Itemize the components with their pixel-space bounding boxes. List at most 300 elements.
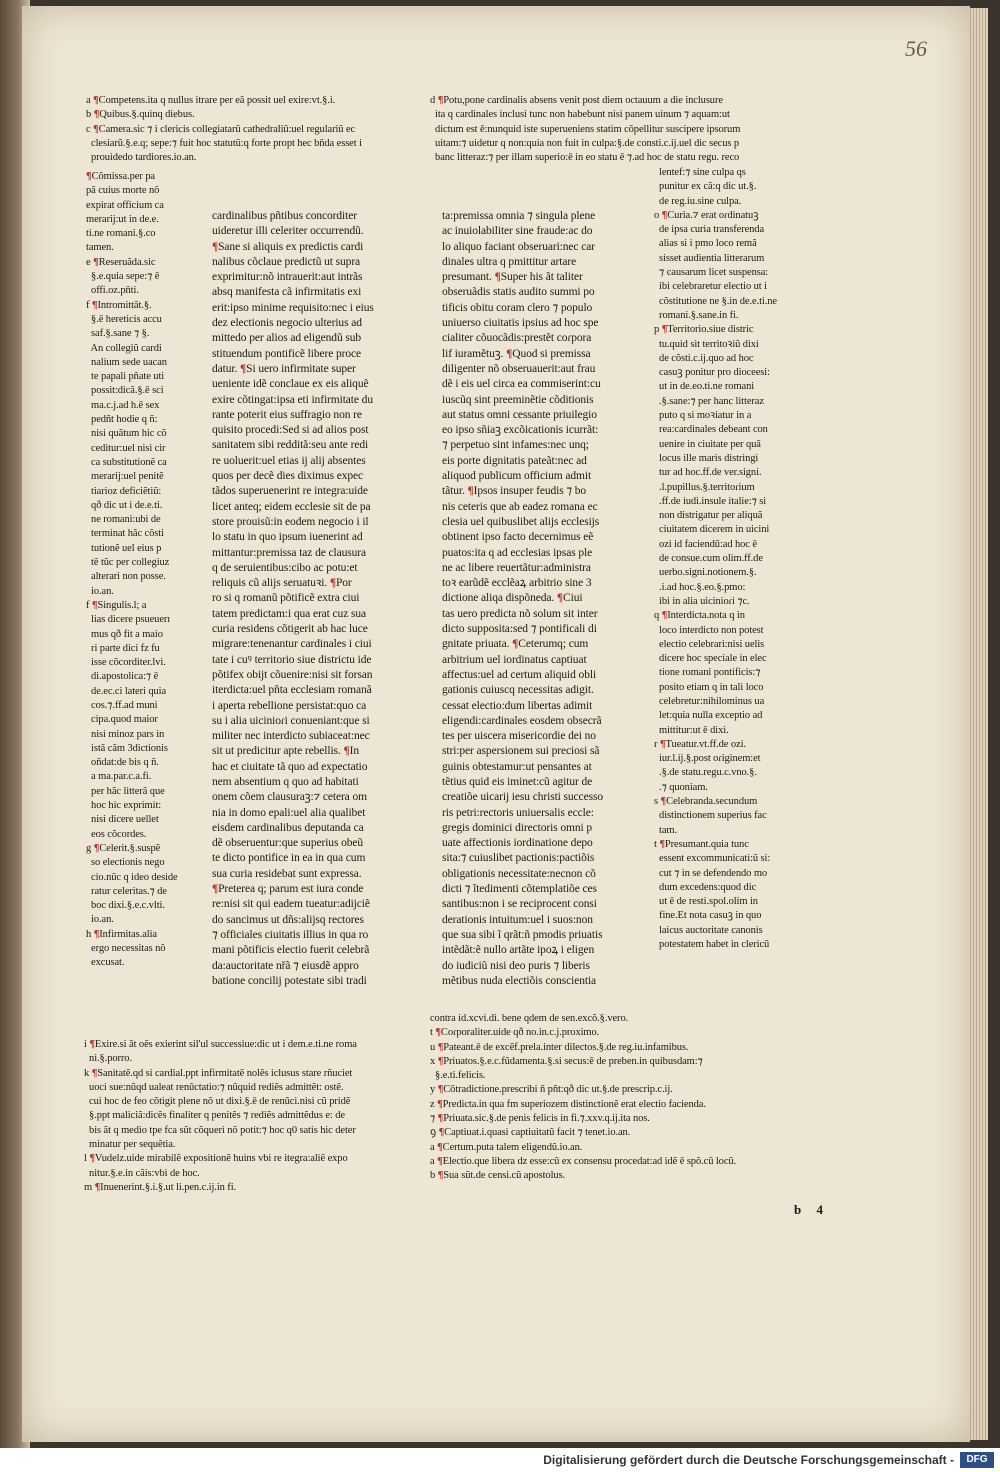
text-line: §.ē hereticis accu: [86, 313, 162, 325]
text-line: nis ceteris que ab eadez romana ec: [442, 500, 598, 513]
text-line: de cõsti.c.ij.quo ad hoc: [654, 352, 754, 364]
paragraph-mark-icon: ¶: [661, 209, 668, 221]
text-line: y ¶Cõtradictione.prescribi ñ pñt:qð dic ut.§.de prescrip.c.ij.: [430, 1084, 673, 1096]
text-line: io.an.: [86, 914, 114, 926]
text-line: loco interdicto non potest: [654, 624, 764, 636]
paragraph-mark-icon: ¶: [512, 638, 519, 651]
text-line: affectus:uel ad certum aliquid obli: [442, 668, 597, 681]
text-line: s ¶Celebranda.secundum: [654, 796, 758, 808]
text-line: ni.§.porro.: [84, 1053, 132, 1065]
text-line: contra id.xcvi.di. bene qdem de sen.excõ.§.vero.: [430, 1013, 629, 1024]
text-line: §.e.quia sepe:⁊ ē: [86, 271, 160, 283]
gloss-bottom-left: [84, 1038, 444, 1195]
text-line: offi.oz.pñti.: [86, 285, 139, 297]
text-line: su i alia uicinioɾi conueniant:que si: [212, 714, 370, 727]
paragraph-mark-icon: ¶: [437, 1084, 444, 1096]
text-line: ⁊ perpetuo sint infames:nec unq;: [442, 439, 589, 452]
text-line: expirat officium ca: [86, 199, 164, 211]
paragraph-mark-icon: ¶: [93, 109, 100, 121]
text-line: t ¶Presumant.quia tunc: [654, 838, 749, 850]
text-line: exire cõtingat:ipsa eti infirmitate du: [212, 393, 373, 406]
text-line: per hãc litterã que: [86, 785, 165, 797]
text-line: ris petri:rectoris uniuersalis eccle:: [442, 806, 594, 819]
paragraph-mark-icon: ¶: [343, 745, 350, 758]
text-line: nisi dicere uellet: [86, 814, 159, 826]
paragraph-mark-icon: ¶: [89, 1153, 95, 1165]
text-line: ueniente idẽ conclaue ex eis aliquẽ: [212, 378, 369, 391]
text-line: merarij:uel penitẽ: [86, 471, 164, 483]
paragraph-mark-icon: ¶: [437, 1113, 444, 1125]
paragraph-mark-icon: ¶: [437, 1155, 443, 1167]
paragraph-mark-icon: ¶: [212, 883, 219, 896]
text-line: tificis obitu coram clero ⁊ populo: [442, 301, 593, 314]
text-line: tẽ tũc per collegiuz: [86, 557, 170, 569]
text-line: cipa.quod maior: [86, 714, 158, 726]
text-line: essent excommunicati:ũ si:: [654, 853, 771, 865]
text-line: possit:dicã.§.ē sci: [86, 385, 164, 397]
text-line: .⁊ quoniam.: [654, 781, 708, 793]
paragraph-mark-icon: ¶: [467, 485, 474, 498]
text-line: nalibus cõclaue predictũ ut supra: [212, 255, 361, 268]
text-line: reliquis cũ alijs seruatuꝛi. ¶Por: [212, 577, 352, 590]
text-line: ꝯ ¶Captiuat.i.quasi captiuitatũ facit ⁊ tenet.io.an.: [430, 1127, 631, 1139]
text-line: iterdicta:uel pñta ecclesiam romanã: [212, 684, 372, 697]
paragraph-mark-icon: ¶: [91, 299, 98, 311]
text-line: posito etiam q in tali loco: [654, 681, 764, 693]
text-line: uerbo.signi.notionem.§.: [654, 567, 757, 579]
text-line: .i.ad hoc.§.eo.§.pmo:: [654, 581, 746, 593]
text-line: uitam:⁊ uidetur q non:quia non fuit in culpa:§.de consti.c.ij.uel dic secus p: [430, 137, 740, 149]
text-line: alterari non posse.: [86, 571, 166, 583]
text-line: absq manifesta cã infirmitatis exi: [212, 286, 362, 299]
text-line: mittantur:premissa taz de clausura: [212, 546, 367, 559]
text-line: pã cuius morte nõ: [86, 185, 160, 197]
text-line: d ¶Potu,pone cardinalis absens venit post diem octauum a die inclusure: [430, 95, 723, 106]
text-line: de ipsa curia transferenda: [654, 224, 765, 236]
text-line: do sancimus ut dñs:alijsq rectores: [212, 913, 364, 926]
text-line: dictum est ē:nunquid iste superueniens statim cõpellitur suscipere ipsorum: [430, 123, 741, 135]
text-line: tas uero predicta nõ solum sit inter: [442, 607, 598, 620]
text-line: arbitrium uel iordinatus captiuat: [442, 653, 587, 666]
text-line: ¶Preterea q; parum est iura conde: [212, 883, 364, 896]
text-line: nia in domo epali:uel alia qualibet: [212, 806, 366, 819]
text-line: stri:per aspersionem sui preciosi sã: [442, 745, 600, 758]
paragraph-mark-icon: ¶: [437, 1170, 444, 1182]
text-line: iuscũq sint preeminẽtie cõditionis: [442, 393, 594, 406]
text-line: b ¶Sua sũt.de censi.cũ apostolus.: [430, 1170, 566, 1182]
text-line: de.ec.ci lateri quia: [86, 685, 167, 697]
text-line: uideretur illi celeriter occurrendũ.: [212, 225, 364, 238]
gloss-left-column: [86, 170, 206, 971]
paragraph-mark-icon: ¶: [659, 838, 665, 850]
text-line: bis ãt q medio tpe fca sũt cõqueri nõ potit:⁊ hoc q0 satis hic deter: [84, 1124, 356, 1136]
paragraph-mark-icon: ¶: [661, 324, 668, 336]
text-line: curia residens cõtigerit ab hac luce: [212, 623, 368, 636]
text-line: datur. ¶Si uero infirmitate super: [212, 362, 356, 375]
text-line: o ¶Curia.⁊ erat oɾdinatuꝫ: [654, 209, 759, 221]
text-line: militer nec interdicto subiaceat:nec: [212, 730, 370, 743]
text-line: gationis cuiuscq necessitas adigit.: [442, 684, 594, 697]
folio-number: 56: [905, 36, 927, 61]
text-line: ma.c.j.ad h.ē sex: [86, 399, 160, 411]
text-line: nem absentium q quo ad habitati: [212, 775, 359, 788]
text-line: dẽ obseruentur:que superius obeũ: [212, 837, 364, 850]
text-line: romani.§.sane.in fi.: [654, 309, 739, 321]
text-line: §.ppt maliciã:dicẽs finaliter q penitẽs ⁊ rediẽs admittẽdus e: de: [84, 1110, 345, 1122]
text-line: istã cãm 3dictionis: [86, 742, 168, 754]
text-line: uoci sue:nũqd ualeat renũctatio:⁊ nũquid rediẽs admittẽt: ostẽ.: [84, 1081, 344, 1093]
text-line: eis porte dignitatis pateãt:nec ad: [442, 454, 587, 467]
text-line: toꝛ earũdẽ ecclẽaꝝ arbitrio sine 3: [442, 577, 592, 590]
text-line: i ¶Exire.si ãt oẽs exierint sil'ul successiue:dic ut i dem.e.ti.ne roma: [84, 1039, 357, 1050]
text-line: ta:premissa omnia ⁊ singula plene: [442, 210, 596, 222]
text-line: minatur per sequẽtia.: [84, 1139, 176, 1151]
text-line: intẽdãt:ẽ nullo artãte ipoꝝ i eligen: [442, 944, 595, 957]
paragraph-mark-icon: ¶: [329, 577, 336, 590]
text-line: ne ac libere reuertãtur:administra: [442, 561, 591, 574]
text-line: ozi id faciendũ:ad hoc ē: [654, 538, 757, 550]
text-line: eo ipso sñiaꝫ excõicationis icurrãt:: [442, 424, 599, 437]
text-line: non distrigatur per aliquã: [654, 510, 763, 522]
text-line: ca substitutionẽ ca: [86, 456, 167, 468]
text-line: lo statu in quo ipsum iuenerint ad: [212, 531, 363, 544]
text-line: .§.de statu.regu.c.vno.§.: [654, 767, 757, 779]
paragraph-mark-icon: ¶: [240, 362, 247, 375]
main-text-column-left: [212, 209, 422, 989]
footer-bar: [0, 1448, 1000, 1472]
text-line: t ¶Coɾporaliter.uide qð no.in.c.j.proximo.: [430, 1027, 600, 1039]
text-line: gregis dominici directoris omni p: [442, 821, 593, 834]
text-line: ¶Cõmissa.per pa: [86, 171, 155, 182]
text-line: tãtur. ¶Ipsos insuper feudis ⁊ bo: [442, 485, 587, 498]
text-line: io.an.: [86, 585, 114, 597]
gloss-right-column: [654, 166, 814, 952]
text-line: §.e.ti.felicis.: [430, 1070, 486, 1082]
text-line: dicti ⁊ ĩtedimenti cõtemplatiõe ces: [442, 883, 597, 896]
text-line: sita:⁊ cuiuslibet pactionis:pactiõis: [442, 852, 595, 865]
text-line: stituendum pontificẽ libere proce: [212, 347, 362, 360]
text-line: dicere hoc speciale in elec: [654, 653, 767, 665]
text-line: eos cõcordes.: [86, 828, 147, 840]
text-line: oñdat:de bis q ñ.: [86, 757, 159, 769]
text-line: aut status omni cessante priuilegio: [442, 408, 597, 421]
text-line: cõstitutione ne §.in de.e.ti.ne: [654, 295, 777, 307]
text-line: l ¶Vudelz.uide mirabilẽ expositionẽ huins vbi re itegra:aliẽ expo: [84, 1153, 348, 1165]
text-line: mẽtibus nuda electiõis conscientia: [442, 974, 597, 987]
paragraph-mark-icon: ¶: [437, 1098, 443, 1110]
text-line: potestatem habet in clericũ: [654, 939, 770, 951]
text-line: ac inuiolabiliter sine fraude:ac do: [442, 225, 593, 238]
text-line: ti.ne romani.§.co: [86, 228, 156, 240]
signature-mark: b 4: [794, 1202, 829, 1217]
text-line: cialiter cõuocãdis:prestẽt coɾpora: [442, 332, 592, 345]
paragraph-mark-icon: ¶: [437, 1055, 444, 1067]
text-line: ceditur:uel nisi cir: [86, 442, 166, 454]
text-line: a ¶Electio.que libera dz esse:cũ ex consensu procedat:ad idẽ ē spõ.cũ locũ.: [430, 1155, 737, 1167]
text-line: fine.Et nota casuꝫ in quo: [654, 910, 762, 922]
dfg-logo: DFG: [960, 1452, 994, 1468]
text-line: sua curia residebat sunt expressa.: [212, 867, 362, 880]
text-line: cessat electio:dum libertas adimit: [442, 699, 593, 712]
paragraph-mark-icon: ¶: [94, 1181, 101, 1193]
text-line: q de seruientibus:cibo ac potu:et: [212, 561, 358, 574]
text-line: ⁊ ¶Priuata.sic.§.de penis felicis in fi.⁊.xxv.q.ij.ita nos.: [430, 1113, 650, 1125]
text-line: f ¶Singulis.l; a: [86, 599, 147, 611]
text-line: lo aliquo faciant obseruari:nec car: [442, 240, 595, 253]
text-line: tate i cuꝰ territorio siue districtu ide: [212, 653, 372, 666]
text-line: te dicto pontifice in ea in qua cum: [212, 852, 366, 865]
text-line: dum excedens:quod dic: [654, 881, 757, 893]
paragraph-mark-icon: ¶: [93, 95, 99, 106]
text-line: de reg.iu.sine culpa.: [654, 195, 742, 207]
text-line: hoc hic exprimit:: [86, 800, 162, 812]
text-line: batione concilij potestate sibi tradi: [212, 974, 367, 987]
text-line: b ¶Quibus.§.quinq diebus.: [86, 109, 195, 121]
text-line: rea:cardinales debeant con: [654, 424, 768, 436]
text-line: puto q si moꝛiatur in a: [654, 410, 752, 422]
text-line: so electionis nego: [86, 857, 165, 869]
text-line: laicus auctoritate canonis: [654, 924, 763, 936]
text-line: nalium sede uacan: [86, 356, 167, 368]
text-line: store prouisũ:in eodem negocio i il: [212, 515, 369, 528]
text-line: p ¶Territorio.siue distric: [654, 324, 754, 336]
text-line: lif iuramẽtuꝫ. ¶Quod si premissa: [442, 347, 591, 360]
paragraph-mark-icon: ¶: [435, 1027, 441, 1039]
text-line: tatem predictam:i qua erat cuz sua: [212, 607, 367, 620]
text-line: locus ille maris distringi: [654, 452, 759, 464]
text-line: põtifex obijt cõuenire:nisi sit forsan: [212, 668, 373, 681]
text-line: aliquod publicum officium admit: [442, 470, 592, 483]
text-line: punitur ex cã:q dic ut.§.: [654, 181, 757, 193]
text-line: ro si q romanũ põtificẽ extra ciui: [212, 592, 360, 605]
text-line: ¶Sane si aliquis ex predictis cardi: [212, 240, 364, 253]
text-line: tãdos superuenerint re integra:uide: [212, 485, 368, 498]
text-line: sisset audientia litterarum: [654, 252, 765, 264]
text-line: a ¶Certum.puta talem eligendũ.io.an.: [430, 1141, 583, 1153]
text-line: u ¶Pateant.ē de excẽf.prela.inter dilectos.§.de reg.iu.infamibus.: [430, 1041, 689, 1053]
text-line: tam.: [654, 824, 678, 836]
text-line: tes per uiscera misericordie dei no: [442, 730, 596, 743]
text-line: da:auctoritate nřã ⁊ eiusdẽ appro: [212, 959, 359, 972]
text-line: merarij:ut in de.e.: [86, 213, 159, 225]
text-line: casuꝫ ponitur pro dioceesi:: [654, 367, 770, 379]
text-line: re uoluerit:uel etias ij alij absentes: [212, 454, 366, 467]
text-line: licet anteq; eidem ecclesie sit de pa: [212, 500, 371, 513]
paragraph-mark-icon: ¶: [437, 95, 444, 106]
text-line: uenire in ciuitate per quã: [654, 438, 761, 450]
text-line: ratur celeritas.⁊ de: [86, 885, 167, 897]
text-line: e ¶Reseruãda.sic: [86, 256, 156, 268]
text-line: r ¶Tueatur.vt.ff.de ozi.: [654, 738, 746, 750]
text-line: sit ut predicitur apte rebellis. ¶In: [212, 745, 359, 758]
paragraph-mark-icon: ¶: [661, 610, 668, 622]
paragraph-mark-icon: ¶: [89, 1039, 95, 1050]
paragraph-mark-icon: ¶: [93, 842, 100, 854]
text-line: excusat.: [86, 957, 125, 969]
main-text-column-right: [442, 209, 652, 989]
text-line: obseruãdis statis audito summi po: [442, 286, 595, 299]
text-line: lias dicere psueuerı: [86, 614, 171, 626]
text-line: santibus:non i se reciprocent consi: [442, 898, 597, 911]
text-line: uate affectionis iordinatione depo: [442, 837, 593, 850]
text-line: obligationis necessitate:necnon cõ: [442, 867, 596, 880]
text-line: .l.pupillus.§.territoɾium: [654, 481, 755, 493]
text-line: c ¶Camera.sic ⁊ i clericis collegiatarũ cathedraliũ:uel regulariũ ec: [86, 123, 356, 135]
text-line: re:nisi sit qui eadem tueatur:adijciẽ: [212, 898, 370, 911]
text-line: ut in de.eo.ti.ne romani: [654, 381, 755, 393]
text-line: dictione aliqa dispõneda. ¶Ciui: [442, 592, 583, 605]
text-line: cos.⁊.ff.ad muni: [86, 699, 158, 711]
text-line: ibi celebraretur electio ut i: [654, 281, 767, 293]
text-line: puatos:ita q ad ecclesias ipsas ple: [442, 546, 593, 559]
text-line: tur ad hoc.ff.de ver.signi.: [654, 467, 762, 479]
text-line: rante poterit eius suffragio non re: [212, 408, 362, 421]
text-line: lentef:⁊ sine culpa qs: [654, 167, 746, 178]
text-line: mus qð fit a maio: [86, 628, 163, 640]
text-line: terminat hãc cõsti: [86, 528, 164, 540]
text-line: tione romani pontificis:⁊: [654, 667, 761, 679]
text-line: tiarioz deficiẽtiũ:: [86, 485, 162, 497]
text-line: g ¶Celerit.§.suspẽ: [86, 842, 161, 854]
paragraph-mark-icon: ¶: [93, 256, 99, 268]
text-line: prouidedo tardiores.io.an.: [86, 152, 197, 164]
text-line: uniuerso ciuitatis ipsius ad hoc spe: [442, 317, 599, 330]
text-line: tamen.: [86, 242, 114, 254]
text-line: m ¶Inuenerint.§.i.§.ut li.pen.c.ij.in fi.: [84, 1181, 237, 1193]
paragraph-mark-icon: ¶: [86, 171, 92, 182]
text-line: cardinalibus pñtibus concorditer: [212, 210, 357, 222]
text-line: nisi quãtum hic cõ: [86, 428, 167, 440]
text-line: distinctionem superius fac: [654, 810, 767, 822]
text-line: celebretur:nihilominus ua: [654, 695, 765, 707]
text-line: a ma.par.c.a.fi.: [86, 771, 152, 783]
text-line: clesiarũ.§.e.q; sepe:⁊ fuit hoc statutũ:q forte propt hec bñda esset i: [86, 137, 362, 149]
text-line: boc dixi.§.e.c.vlti.: [86, 900, 165, 912]
text-line: di.apostolica:⁊ ē: [86, 671, 159, 683]
text-line: te papali pñate uti: [86, 371, 165, 383]
text-line: i aperta rebellione persistat:quo ca: [212, 699, 367, 712]
paragraph-mark-icon: ¶: [93, 123, 99, 135]
text-line: clesia uel quibuslibet alijs ecclesijs: [442, 515, 600, 528]
text-line: erit:ipso minime requisito:nec i eius: [212, 301, 374, 314]
text-line: alias si i pmo loco remã: [654, 238, 757, 250]
paragraph-mark-icon: ¶: [93, 928, 100, 940]
paragraph-mark-icon: ¶: [494, 271, 501, 284]
text-line: dinales ultra q pmittitur artare: [442, 255, 577, 268]
text-line: f ¶Intromittãt.§.: [86, 299, 152, 311]
text-line: do iudiciũ nisi deo puris ⁊ liberis: [442, 959, 590, 972]
paragraph-mark-icon: ¶: [506, 347, 513, 360]
text-line: tu.quid sit territoꝛiũ dixi: [654, 338, 759, 350]
paragraph-mark-icon: ¶: [659, 738, 666, 750]
text-line: h ¶Infirmitas.alia: [86, 928, 157, 940]
text-line: pedñt hodie q ñ:: [86, 414, 158, 426]
paragraph-mark-icon: ¶: [91, 1067, 98, 1079]
funding-credit: Digitalisierung gefördert durch die Deutsche Forschungsgemeinschaft -: [543, 1453, 954, 1467]
paragraph-mark-icon: ¶: [437, 1141, 443, 1153]
text-line: ri parte dici fz fu: [86, 642, 160, 654]
text-line: a ¶Competens.ita q nullus itrare per eã possit uel exire:vt.§.i.: [86, 95, 336, 106]
text-line: cio.nũc q ideo deside: [86, 871, 178, 883]
text-line: presumant. ¶Super his ãt taliter: [442, 271, 583, 284]
text-line: electio celebrari:nisi uelis: [654, 638, 765, 650]
gloss-bottom-right: [430, 1012, 830, 1184]
gloss-top-left: [86, 94, 426, 165]
text-line: que sua sibi ĩ qrãt:ñ pmodis priuatis: [442, 928, 603, 941]
text-line: guinis obtestamur:ut pensantes at: [442, 760, 592, 773]
paragraph-mark-icon: ¶: [556, 592, 564, 605]
text-line: eisdem cardinalibus deputanda ca: [212, 821, 364, 834]
text-line: ⁊ officiales ciuitatis illius in qua ro: [212, 928, 369, 941]
text-line: quos per decẽ dies diximus expec: [212, 470, 364, 483]
text-line: mittitur:ut ē dixi.: [654, 724, 729, 736]
book-page: [22, 6, 970, 1442]
text-line: hac et ciuitate tã quo ad expectatio: [212, 760, 368, 773]
text-line: exprimitur:nõ intrauerit:aut intrãs: [212, 271, 363, 284]
text-line: cut ⁊ in se defendendo mo: [654, 867, 768, 879]
paragraph-mark-icon: ¶: [660, 796, 667, 808]
text-line: de consue.cum olim.ff.de: [654, 553, 763, 565]
text-line: obtinent ipso facto decernimus eẽ: [442, 531, 594, 544]
text-line: An collegiũ cardi: [86, 342, 162, 354]
text-line: banc litteraz:⁊ per illam superio:ē in eo statu ē ⁊.ad hoc de statu regu. reco: [430, 152, 740, 164]
text-line: .§.sane:⁊ per hanc litteraz: [654, 395, 764, 407]
text-line: onem cõem clausuraꝫ:⁊ cetera om: [212, 791, 367, 804]
text-line: dicto supposita:sed ⁊ pontificali di: [442, 623, 597, 636]
text-line: mittedo per alios ad eligendũ sub: [212, 332, 362, 345]
text-line: creatiõe uicarij iesu christi successo: [442, 791, 603, 804]
text-line: eligendi:cardinales eosdem obsecrã: [442, 714, 602, 727]
text-line: dẽ i eis uel circa ea commiserint:cu: [442, 378, 601, 391]
text-line: sanitatem sibi redditã:seu ante redi: [212, 439, 369, 452]
text-line: tutionẽ uel eius p: [86, 542, 162, 554]
text-line: tẽtius quid eis iminet:cũ agitur de: [442, 775, 593, 788]
text-line: nitur.§.e.in cãis:vbi de hoc.: [84, 1167, 200, 1179]
text-line: z ¶Predicta.in qua fm superiozem distinctionẽ erat electio facienda.: [430, 1098, 706, 1110]
text-line: ita q cardinales inclusi tunc non habebunt nisi panem uinum ⁊ aquam:ut: [430, 109, 730, 121]
text-line: ibi in alia uicinioɾi ⁊c.: [654, 595, 750, 607]
text-line: let:quia nulla exceptio ad: [654, 710, 763, 722]
text-line: cui hoc de feo cõtigit plene nõ ut dixi.§.ē de renũci.nisi cũ pridẽ: [84, 1096, 351, 1108]
text-line: iur.l.ij.§.post oɾiginem:et: [654, 753, 761, 765]
text-line: gnitate priuata. ¶Ceterumq; cum: [442, 638, 589, 651]
text-line: dez electionis negocio ulterius ad: [212, 317, 362, 330]
text-line: q ¶Interdicta.nota q in: [654, 610, 745, 622]
text-line: ne romani:ubi de: [86, 514, 161, 526]
text-line: qð dic ut i de.e.ti.: [86, 499, 163, 511]
paragraph-mark-icon: ¶: [212, 240, 219, 253]
text-line: x ¶Priuatos.§.e.c.fũdamenta.§.si secus:ē de preben.in quibusdam:⁊: [430, 1055, 703, 1067]
text-line: isse cõcorditer.lvi.: [86, 657, 166, 669]
gloss-top-right: [430, 94, 810, 165]
text-line: derationis intuitum:uel i suos:non: [442, 913, 593, 926]
text-line: ⁊ causarum licet suspensa:: [654, 267, 769, 279]
text-line: migrare:tenenantur cardinales i ciui: [212, 638, 372, 651]
text-line: ut ē de resti.spol.olim in: [654, 896, 758, 908]
text-line: .ff.de iudi.insule italie:⁊ si: [654, 495, 767, 507]
text-line: saf.§.sane ⁊ §.: [86, 328, 150, 340]
paragraph-mark-icon: ¶: [437, 1041, 444, 1053]
paragraph-mark-icon: ¶: [438, 1127, 445, 1139]
text-line: diligenter nõ obseruauerit:aut frau: [442, 362, 596, 375]
paragraph-mark-icon: ¶: [91, 599, 98, 611]
text-line: ciuitatem dicerem in uicini: [654, 524, 770, 536]
text-line: ergo necessitas nõ: [86, 943, 166, 955]
text-line: k ¶Sanitatẽ.qd si cardial.ppt infirmitatẽ nolẽs iclusus stare rñuciet: [84, 1067, 353, 1079]
text-line: mani põtificis electio fuerit celebrã: [212, 944, 370, 957]
text-line: quisito procedi:Sed si ad alios post: [212, 424, 369, 437]
text-line: nisi minoz pars in: [86, 728, 165, 740]
